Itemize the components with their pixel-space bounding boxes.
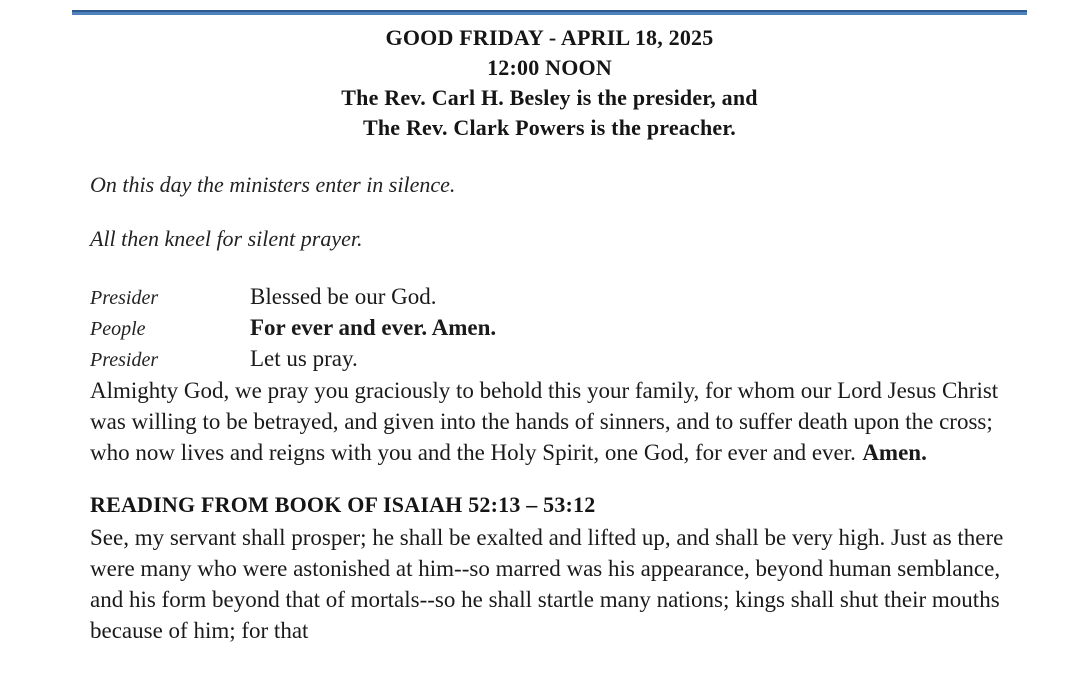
dialogue-row — [90, 282, 1010, 313]
rubric-kneel-prayer: All then kneel for silent prayer. — [90, 226, 363, 251]
collect-amen: Amen. — [862, 440, 927, 465]
speaker-label: People — [90, 318, 146, 340]
dialogue-text: For ever and ever. Amen. — [250, 315, 497, 340]
speaker-label: Presider — [90, 287, 159, 309]
dialogue-row — [90, 313, 1010, 344]
collect-prayer — [90, 375, 1010, 468]
service-title: GOOD FRIDAY - APRIL 18, 2025 — [385, 25, 714, 50]
service-header — [72, 23, 1027, 143]
rubric-ministers-enter: On this day the ministers enter in silence. — [90, 172, 456, 197]
reading-text: See, my servant shall prosper; he shall be exalted and lifted up, and shall be very high. Just as there were many who were astonished at him--so marred was his appearance, beyond human semblance, and his form beyond that of mortals--so he shall startle many nations; kings shall shut their mouths because of him; for that — [90, 525, 1004, 643]
dialogue-row — [90, 344, 1010, 375]
top-border-line — [72, 10, 1027, 15]
speaker-label: Presider — [90, 349, 159, 371]
service-time: 12:00 NOON — [487, 55, 612, 80]
presider-credit-line: The Rev. Carl H. Besley is the presider, and — [341, 85, 758, 110]
document-page — [0, 10, 1080, 675]
reading-heading: READING FROM BOOK OF ISAIAH 52:13 – 53:12 — [90, 492, 596, 517]
collect-text: Almighty God, we pray you graciously to behold this your family, for whom our Lord Jesus Christ was willing to be betrayed, and given into the hands of sinners, and to suffer death upon the cross; who now lives and reigns with you and the Holy Spirit, one God, for ever and ever. — [90, 378, 999, 465]
opening-dialogue — [90, 282, 1010, 375]
document-body — [90, 170, 1010, 646]
preacher-credit-line: The Rev. Clark Powers is the preacher. — [362, 115, 736, 140]
dialogue-text: Let us pray. — [250, 346, 358, 371]
dialogue-text: Blessed be our God. — [250, 284, 437, 309]
